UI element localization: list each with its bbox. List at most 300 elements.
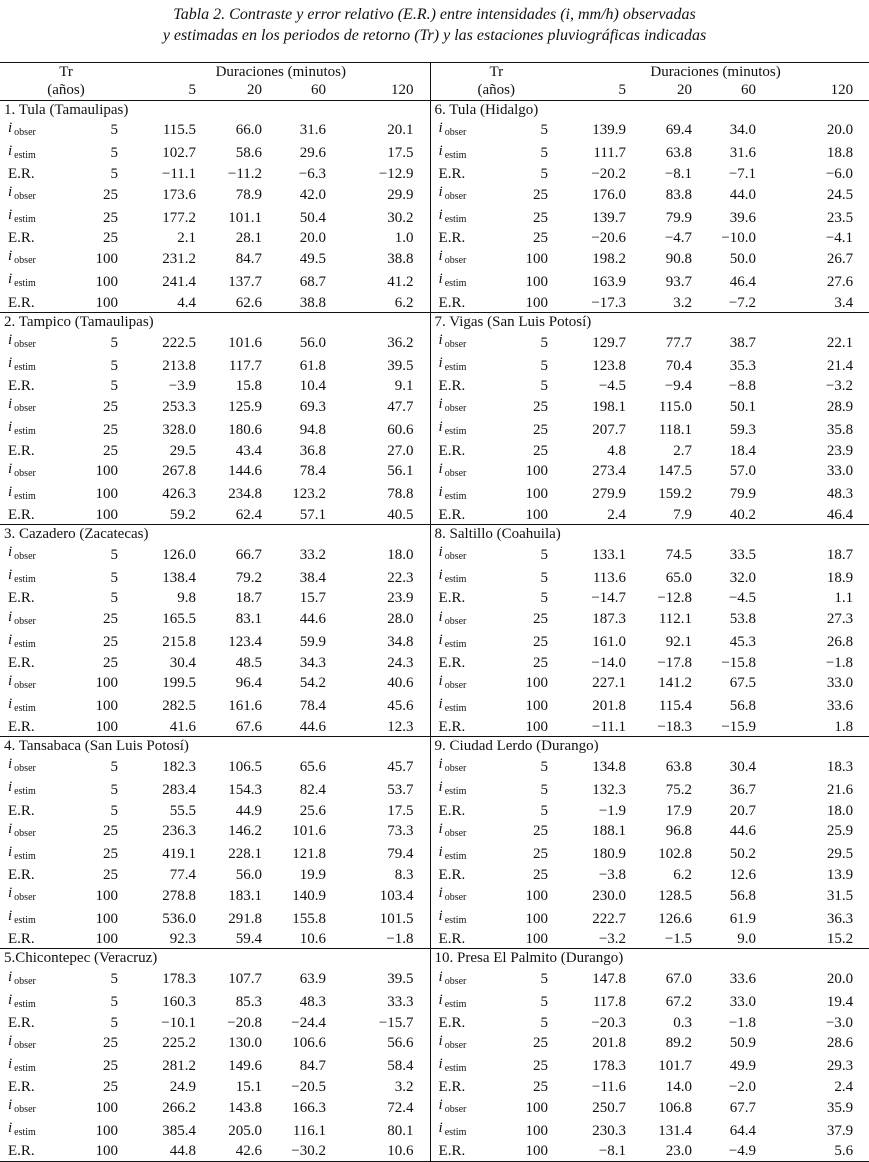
er-label: E.R. (438, 378, 466, 395)
tr-value: 5 (540, 122, 549, 139)
tr-value: 100 (60, 718, 132, 737)
tr-value: 5 (540, 145, 549, 162)
value-cell: 113.6 (592, 569, 627, 586)
intensity-symbol: i (8, 396, 13, 413)
value-cell: −4.9 (708, 1142, 772, 1161)
obser-subscript: obser (444, 615, 467, 627)
tr-value: 25 (103, 634, 119, 651)
table-row (0, 165, 869, 183)
intensity-symbol: i (438, 460, 443, 477)
value-cell: 37.9 (826, 1122, 854, 1139)
value-cell: 79.4 (342, 843, 430, 866)
value-cell: −2.0 (728, 1079, 757, 1096)
value-cell: 121.8 (292, 846, 327, 863)
value-cell: 131.4 (658, 1122, 693, 1139)
value-cell: 59.3 (729, 421, 757, 438)
value-cell: 139.9 (592, 122, 627, 139)
tr-value: 5 (110, 590, 119, 607)
value-cell: −4.1 (825, 230, 854, 247)
value-cell: 78.9 (235, 186, 263, 203)
row-label (430, 354, 490, 377)
value-cell: 36.7 (729, 781, 757, 798)
tr-header-left: Tr (0, 63, 132, 82)
data-table (0, 62, 869, 1162)
obser-subscript: obser (14, 615, 36, 627)
value-cell: 273.4 (592, 463, 627, 480)
value-cell: −3.2 (562, 930, 642, 949)
value-cell: 92.1 (665, 634, 693, 651)
row-label (0, 608, 60, 631)
row-label (430, 183, 490, 206)
row-label (0, 331, 60, 354)
value-cell: 23.9 (826, 442, 854, 459)
row-label (430, 755, 490, 778)
value-cell: 24.3 (342, 654, 430, 672)
er-label: E.R. (8, 1014, 35, 1031)
tr-value: 25 (533, 442, 549, 459)
value-cell: 6.2 (342, 293, 430, 312)
tr-value: 5 (540, 334, 549, 351)
value-cell: 101.6 (228, 334, 263, 351)
value-cell: 9.0 (708, 930, 772, 949)
value-cell: 201.8 (592, 698, 627, 715)
value-cell: 17.5 (342, 142, 430, 165)
tr-value: 5 (540, 378, 549, 395)
duration-header: 60 (278, 81, 342, 100)
value-cell: 115.4 (658, 698, 693, 715)
value-cell: 178.3 (162, 971, 197, 988)
value-cell: 123.4 (228, 634, 263, 651)
tr-value: 5 (110, 378, 119, 395)
value-cell: 28.6 (826, 1035, 854, 1052)
table-row (0, 270, 869, 293)
tr-header-right: Tr (430, 63, 562, 82)
value-cell: 180.6 (228, 421, 263, 438)
tr-value: 100 (95, 1122, 119, 1139)
value-cell: 96.8 (665, 823, 693, 840)
value-cell: 20.7 (729, 802, 757, 819)
value-cell: −30.2 (278, 1142, 342, 1161)
value-cell: 115.0 (658, 398, 693, 415)
row-label (0, 672, 60, 695)
value-cell: 44.9 (235, 802, 263, 819)
value-cell: 44.6 (729, 823, 757, 840)
value-cell: 215.8 (162, 634, 197, 651)
value-cell: 63.8 (665, 145, 693, 162)
value-cell: 199.5 (162, 675, 197, 692)
duration-header: 120 (772, 81, 869, 100)
row-label (430, 418, 490, 441)
table-row (0, 395, 869, 418)
tr-value: 100 (490, 506, 562, 525)
er-label: E.R. (8, 802, 35, 819)
row-label (430, 1014, 490, 1032)
intensity-symbol: i (438, 756, 443, 773)
value-cell: 201.8 (592, 1035, 627, 1052)
value-cell: 83.8 (665, 186, 693, 203)
intensity-symbol: i (438, 142, 443, 159)
station-name: 8. Saltillo (Coahuila) (434, 526, 561, 543)
tr-value: 100 (95, 250, 119, 267)
value-cell: 231.2 (162, 250, 197, 267)
tr-value: 5 (540, 971, 549, 988)
value-cell: 198.1 (592, 398, 627, 415)
er-label: E.R. (438, 442, 466, 459)
value-cell: 50.2 (729, 846, 757, 863)
value-cell: 40.5 (342, 506, 430, 525)
tr-value: 5 (110, 971, 119, 988)
intensity-symbol: i (8, 248, 13, 265)
estim-subscript: estim (444, 998, 467, 1010)
value-cell: −10.0 (721, 230, 757, 247)
value-cell: 291.8 (228, 910, 263, 927)
value-cell: 176.0 (592, 186, 627, 203)
tr-value: 25 (533, 654, 549, 671)
row-label (430, 608, 490, 631)
value-cell: 39.6 (729, 209, 757, 226)
value-cell: 67.6 (212, 718, 278, 737)
row-label (0, 165, 60, 183)
tr-value: 5 (540, 166, 549, 183)
row-label (0, 991, 60, 1014)
value-cell: −7.1 (728, 166, 757, 183)
obser-subscript: obser (14, 126, 36, 138)
value-cell: 89.2 (665, 1035, 693, 1052)
row-label (430, 460, 490, 483)
tr-value: 5 (540, 781, 549, 798)
row-label (0, 566, 60, 589)
value-cell: 56.8 (729, 698, 757, 715)
intensity-symbol: i (438, 631, 443, 648)
value-cell: −4.5 (598, 378, 627, 395)
value-cell: 59.4 (212, 930, 278, 949)
station-name: 3. Cazadero (Zacatecas) (0, 524, 430, 543)
duration-header: 5 (562, 81, 642, 100)
tr-value: 100 (490, 718, 562, 737)
value-cell: −14.0 (591, 654, 627, 671)
value-cell: −8.1 (664, 166, 693, 183)
row-label (0, 395, 60, 418)
value-cell: 69.4 (665, 122, 693, 139)
obser-subscript: obser (444, 827, 467, 839)
value-cell: 66.7 (235, 546, 263, 563)
value-cell: 78.4 (299, 463, 327, 480)
value-cell: 33.6 (826, 698, 854, 715)
row-label (0, 755, 60, 778)
table-row (0, 968, 869, 991)
value-cell: 78.8 (342, 483, 430, 506)
estim-subscript: estim (14, 490, 36, 502)
obser-subscript: obser (444, 255, 467, 267)
row-label (430, 866, 490, 884)
row-label (430, 119, 490, 142)
row-label (0, 778, 60, 801)
value-cell: 8.3 (342, 866, 430, 884)
value-cell: 45.7 (342, 755, 430, 778)
value-cell: 134.8 (592, 758, 627, 775)
tr-value: 25 (533, 846, 549, 863)
row-label (430, 543, 490, 566)
tr-value: 25 (533, 1058, 549, 1075)
er-label: E.R. (8, 294, 35, 311)
value-cell: 60.6 (342, 418, 430, 441)
anos-header-left: (años) (0, 81, 132, 100)
value-cell: 31.6 (729, 145, 757, 162)
row-label (0, 631, 60, 654)
obser-subscript: obser (444, 126, 467, 138)
value-cell: 101.5 (342, 907, 430, 930)
intensity-symbol: i (438, 1120, 443, 1137)
station-row (0, 737, 869, 756)
row-label (430, 654, 490, 672)
intensity-symbol: i (438, 544, 443, 561)
row-label (430, 377, 490, 395)
intensity-symbol: i (438, 672, 443, 689)
value-cell: 165.5 (162, 611, 197, 628)
value-cell: 79.9 (665, 209, 693, 226)
intensity-symbol: i (438, 355, 443, 372)
value-cell: 44.0 (729, 186, 757, 203)
estim-subscript: estim (14, 850, 36, 862)
obser-subscript: obser (14, 403, 36, 415)
tr-value: 25 (103, 186, 119, 203)
obser-subscript: obser (14, 551, 36, 563)
intensity-symbol: i (8, 332, 13, 349)
value-cell: 38.8 (278, 293, 342, 312)
value-cell: −15.8 (721, 654, 757, 671)
value-cell: 24.9 (169, 1079, 197, 1096)
value-cell: 67.0 (665, 971, 693, 988)
value-cell: 29.3 (826, 1058, 854, 1075)
obser-subscript: obser (14, 467, 36, 479)
row-label (0, 820, 60, 843)
row-label (0, 1142, 60, 1161)
value-cell: −11.1 (562, 718, 642, 737)
value-cell: 30.2 (342, 206, 430, 229)
value-cell: 10.4 (299, 378, 327, 395)
value-cell: 18.8 (826, 145, 854, 162)
value-cell: 28.0 (342, 608, 430, 631)
table-row (0, 884, 869, 907)
tr-value: 100 (490, 930, 562, 949)
value-cell: 43.4 (235, 442, 263, 459)
value-cell: 94.8 (299, 421, 327, 438)
intensity-symbol: i (438, 332, 443, 349)
value-cell: 116.1 (292, 1122, 327, 1139)
value-cell: 63.8 (665, 758, 693, 775)
row-label (430, 483, 490, 506)
estim-subscript: estim (14, 786, 36, 798)
duration-header: 20 (212, 81, 278, 100)
value-cell: 35.3 (729, 357, 757, 374)
value-cell: 23.5 (826, 209, 854, 226)
table-row (0, 654, 869, 672)
value-cell: 85.3 (235, 994, 263, 1011)
table-row (0, 907, 869, 930)
intensity-symbol: i (438, 184, 443, 201)
value-cell: 46.4 (729, 273, 757, 290)
row-label (430, 907, 490, 930)
table-row (0, 589, 869, 607)
row-label (0, 483, 60, 506)
intensity-symbol: i (8, 207, 13, 224)
value-cell: 228.1 (228, 846, 263, 863)
row-label (0, 718, 60, 737)
estim-subscript: estim (14, 702, 36, 714)
intensity-symbol: i (438, 908, 443, 925)
value-cell: 137.7 (228, 273, 263, 290)
estim-subscript: estim (14, 915, 36, 927)
value-cell: 106.5 (228, 758, 263, 775)
row-label (0, 907, 60, 930)
row-label (0, 247, 60, 270)
value-cell: −18.3 (642, 718, 708, 737)
value-cell: 42.6 (212, 1142, 278, 1161)
value-cell: 149.6 (228, 1058, 263, 1075)
value-cell: 56.8 (729, 887, 757, 904)
value-cell: 50.9 (729, 1035, 757, 1052)
tr-value: 25 (103, 866, 119, 883)
table-row (0, 608, 869, 631)
obser-subscript: obser (14, 975, 36, 987)
intensity-symbol: i (8, 608, 13, 625)
tr-value: 25 (533, 230, 549, 247)
estim-subscript: estim (444, 490, 467, 502)
value-cell: 222.7 (592, 910, 627, 927)
value-cell: 205.0 (228, 1122, 263, 1139)
value-cell: 266.2 (162, 1099, 197, 1116)
tr-value: 100 (525, 463, 549, 480)
value-cell: 140.9 (292, 887, 327, 904)
er-label: E.R. (438, 230, 466, 247)
tr-value: 100 (95, 1099, 119, 1116)
station-name: 4. Tansabaca (San Luis Potosí) (0, 737, 430, 756)
value-cell: 22.1 (826, 334, 854, 351)
tr-value: 5 (540, 357, 549, 374)
value-cell: 44.8 (132, 1142, 212, 1161)
value-cell: 48.5 (235, 654, 263, 671)
estim-subscript: estim (14, 638, 36, 650)
value-cell: 250.7 (592, 1099, 627, 1116)
station-name: 6. Tula (Hidalgo) (434, 101, 539, 118)
value-cell: 67.5 (729, 675, 757, 692)
intensity-symbol: i (438, 695, 443, 712)
value-cell: 1.8 (772, 718, 869, 737)
estim-subscript: estim (444, 702, 467, 714)
value-cell: −15.7 (342, 1014, 430, 1032)
intensity-symbol: i (8, 885, 13, 902)
value-cell: 45.3 (729, 634, 757, 651)
tr-value: 100 (525, 910, 549, 927)
durations-header-right: Duraciones (minutos) (562, 63, 869, 82)
value-cell: 147.8 (592, 971, 627, 988)
value-cell: 61.8 (299, 357, 327, 374)
value-cell: 77.7 (665, 334, 693, 351)
tr-value: 25 (103, 209, 119, 226)
value-cell: 63.9 (299, 971, 327, 988)
table-row (0, 695, 869, 718)
intensity-symbol: i (8, 567, 13, 584)
estim-subscript: estim (14, 574, 36, 586)
estim-subscript: estim (14, 278, 36, 290)
intensity-symbol: i (438, 843, 443, 860)
value-cell: 46.4 (772, 506, 869, 525)
row-label (430, 589, 490, 607)
intensity-symbol: i (438, 567, 443, 584)
tr-value: 5 (110, 334, 119, 351)
value-cell: 15.8 (235, 378, 263, 395)
value-cell: 84.7 (235, 250, 263, 267)
intensity-symbol: i (8, 1032, 13, 1049)
row-label (0, 1032, 60, 1055)
value-cell: 101.1 (228, 209, 263, 226)
value-cell: −20.6 (591, 230, 627, 247)
intensity-symbol: i (438, 1032, 443, 1049)
intensity-symbol: i (8, 779, 13, 796)
value-cell: 25.6 (299, 802, 327, 819)
value-cell: 19.9 (299, 866, 327, 883)
tr-value: 5 (540, 546, 549, 563)
value-cell: 419.1 (162, 846, 197, 863)
value-cell: 18.0 (342, 543, 430, 566)
row-label (430, 395, 490, 418)
table-row (0, 755, 869, 778)
estim-subscript: estim (14, 362, 36, 374)
obser-subscript: obser (14, 679, 36, 691)
row-label (0, 206, 60, 229)
value-cell: 279.9 (592, 486, 627, 503)
value-cell: 18.0 (826, 802, 854, 819)
value-cell: −11.6 (591, 1079, 627, 1096)
value-cell: 56.6 (342, 1032, 430, 1055)
value-cell: 118.1 (658, 421, 693, 438)
value-cell: 166.3 (292, 1099, 327, 1116)
tr-value: 25 (103, 398, 119, 415)
estim-subscript: estim (444, 915, 467, 927)
estim-subscript: estim (14, 1062, 36, 1074)
tr-value: 5 (540, 802, 549, 819)
row-label (430, 631, 490, 654)
value-cell: 3.2 (642, 293, 708, 312)
value-cell: 0.3 (673, 1014, 693, 1031)
tr-value: 25 (103, 230, 119, 247)
value-cell: 26.7 (826, 250, 854, 267)
row-label (0, 183, 60, 206)
value-cell: −12.9 (342, 165, 430, 183)
value-cell: 328.0 (162, 421, 197, 438)
er-label: E.R. (438, 506, 466, 523)
value-cell: 50.0 (729, 250, 757, 267)
value-cell: 173.6 (162, 186, 197, 203)
anos-header-right: (años) (430, 81, 562, 100)
station-name: 7. Vigas (San Luis Potosí) (434, 313, 592, 330)
row-label (0, 377, 60, 395)
tr-value: 100 (60, 293, 132, 312)
tr-value: 25 (103, 421, 119, 438)
duration-header: 60 (708, 81, 772, 100)
row-label (0, 119, 60, 142)
tr-value: 25 (533, 634, 549, 651)
tr-value: 25 (533, 1035, 549, 1052)
tr-value: 25 (103, 823, 119, 840)
tr-value: 5 (110, 122, 119, 139)
value-cell: 2.7 (673, 442, 693, 459)
obser-subscript: obser (14, 255, 36, 267)
value-cell: 78.4 (299, 698, 327, 715)
value-cell: 155.8 (292, 910, 327, 927)
value-cell: 177.2 (162, 209, 197, 226)
intensity-symbol: i (438, 248, 443, 265)
